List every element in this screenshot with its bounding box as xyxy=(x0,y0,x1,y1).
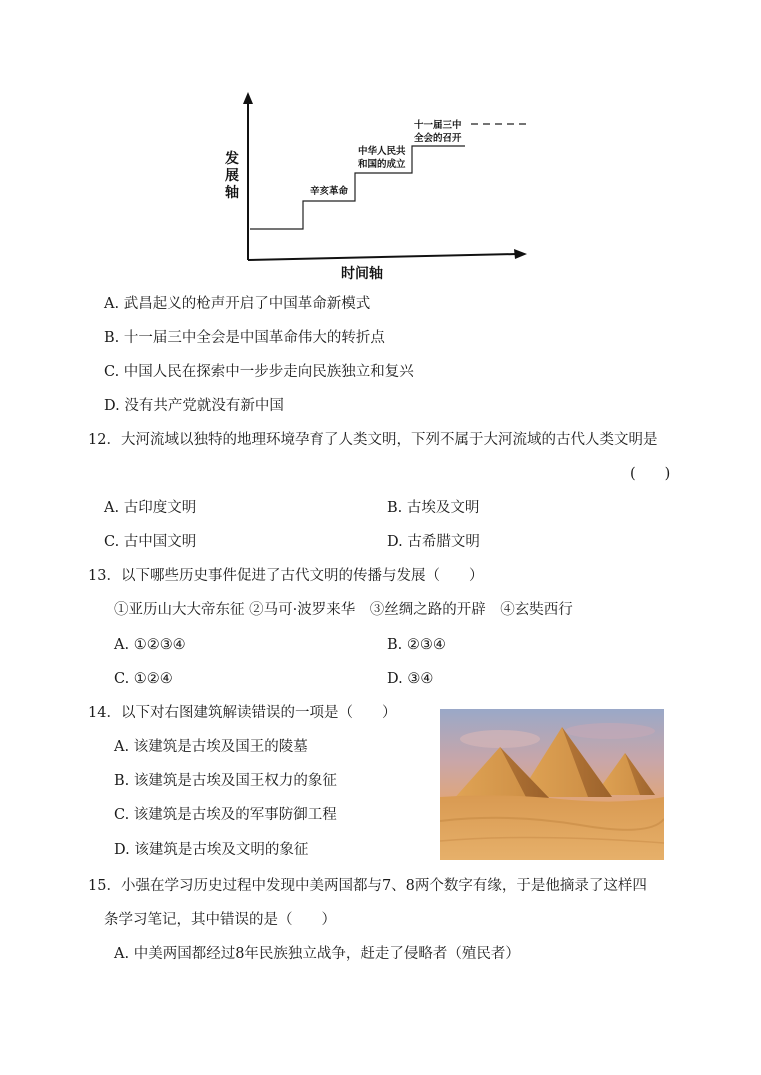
q14-option-d: D. 该建筑是古埃及文明的象征 xyxy=(114,842,309,858)
step-label-prc-line1: 中华人民共 xyxy=(358,146,406,157)
pyramids-photo xyxy=(440,709,664,860)
development-step-diagram xyxy=(215,88,535,283)
x-axis-arrow xyxy=(514,249,527,259)
q11-option-b: B. 十一届三中全会是中国革命伟大的转折点 xyxy=(104,330,385,346)
y-axis-label-char: 展 xyxy=(225,168,239,184)
step-label-xinhai: 辛亥革命 xyxy=(310,186,349,197)
q15-stem-line2: 条学习笔记，其中错误的是（ ） xyxy=(104,912,336,928)
q12-option-a: A. 古印度文明 xyxy=(104,500,197,516)
y-axis-label-char: 发 xyxy=(225,151,239,167)
q13-option-b: B. ②③④ xyxy=(387,637,446,653)
desert-sand xyxy=(440,795,664,860)
y-axis-arrow xyxy=(243,92,253,104)
q11-option-a: A. 武昌起义的枪声开启了中国革命新模式 xyxy=(104,296,371,312)
step-label-plenum-line2: 全会的召开 xyxy=(414,133,462,144)
q13-option-a: A. ①②③④ xyxy=(114,637,186,653)
q13-items: ①亚历山大大帝东征 ②马可·波罗来华 ③丝绸之路的开辟 ④玄奘西行 xyxy=(114,602,573,618)
q13-option-c: C. ①②④ xyxy=(114,671,173,687)
q12-answer-bracket: ( ) xyxy=(630,466,671,482)
q14-stem: 14．以下对右图建筑解读错误的一项是（ ） xyxy=(88,705,397,721)
q12-option-c: C. 古中国文明 xyxy=(104,534,197,550)
q15-option-a: A. 中美两国都经过8年民族独立战争，赶走了侵略者（殖民者） xyxy=(114,946,520,962)
q11-option-d: D. 没有共产党就没有新中国 xyxy=(104,398,284,414)
q12-stem: 12．大河流域以独特的地理环境孕育了人类文明，下列不属于大河流域的古代人类文明是 xyxy=(88,432,658,448)
q13-option-d: D. ③④ xyxy=(387,671,434,687)
step-label-prc-line2: 和国的成立 xyxy=(358,159,406,170)
x-axis-label: 时间轴 xyxy=(341,266,383,282)
q14-option-b: B. 该建筑是古埃及国王权力的象征 xyxy=(114,773,337,789)
q12-option-b: B. 古埃及文明 xyxy=(387,500,480,516)
q14-option-a: A. 该建筑是古埃及国王的陵墓 xyxy=(114,739,308,755)
y-axis-label-char: 轴 xyxy=(225,185,239,201)
q13-stem: 13．以下哪些历史事件促进了古代文明的传播与发展（ ） xyxy=(88,568,484,584)
q11-option-c: C. 中国人民在探索中一步步走向民族独立和复兴 xyxy=(104,364,414,380)
q12-option-d: D. 古希腊文明 xyxy=(387,534,480,550)
step-label-plenum-line1: 十一届三中 xyxy=(414,120,462,131)
q15-stem-line1: 15．小强在学习历史过程中发现中美两国都与7、8两个数字有缘，于是他摘录了这样四 xyxy=(88,878,647,894)
x-axis xyxy=(248,254,517,260)
q14-option-c: C. 该建筑是古埃及的军事防御工程 xyxy=(114,807,337,823)
